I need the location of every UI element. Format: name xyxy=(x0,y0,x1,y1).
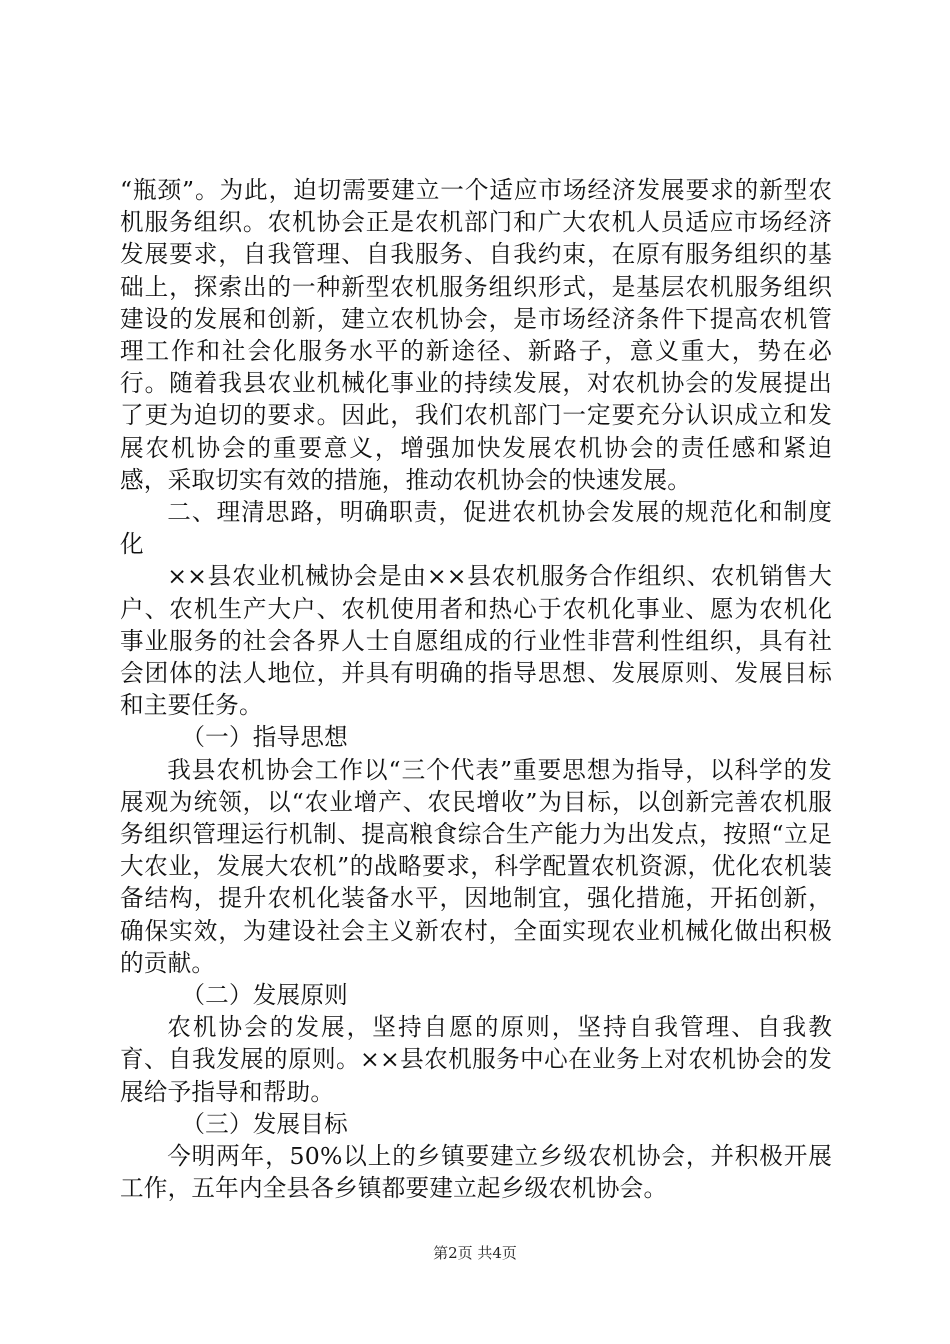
subheading-development-principles: （二）发展原则 xyxy=(181,981,348,1010)
document-body xyxy=(120,174,832,1205)
paragraph-development-principles: 农机协会的发展，坚持自愿的原则，坚持自我管理、自我教育、自我发展的原则。××县农机服务中心在业务上对农机协会的发展给予指导和帮助。 xyxy=(120,1013,832,1106)
section-heading-2: 二、理清思路，明确职责，促进农机协会发展的规范化和制度化 xyxy=(120,498,832,559)
paragraph-development-goals: 今明两年，50%以上的乡镇要建立乡级农机协会，并积极开展工作，五年内全县各乡镇都要建立起乡级农机协会。 xyxy=(120,1142,832,1203)
subheading-development-goals: （三）发展目标 xyxy=(181,1109,348,1138)
paragraph-guiding-thought: 我县农机协会工作以“三个代表”重要思想为指导，以科学的发展观为统领，以“农业增产、农民增收”为目标，以创新完善农机服务组织管理运行机制、提高粮食综合生产能力为出发点，按照“立足大农业，发展大农机”的战略要求，科学配置农机资源，优化农机装备结构，提升农机化装备水平，因地制宜，强化措施，开拓创新，确保实效，为建设社会主义新农村，全面实现农业机械化做出积极的贡献。 xyxy=(120,755,832,977)
subheading-guiding-thought: （一）指导思想 xyxy=(181,723,348,752)
page-number-label: 第2页 共4页 xyxy=(433,1244,517,1262)
page-footer xyxy=(0,1243,950,1263)
paragraph-continuation: “瓶颈”。为此，迫切需要建立一个适应市场经济发展要求的新型农机服务组织。农机协会正是农机部门和广大农机人员适应市场经济发展要求，自我管理、自我服务、自我约束，在原有服务组织的基础上，探索出的一种新型农机服务组织形式，是基层农机服务组织建设的发展和创新，建立农机协会，是市场经济条件下提高农机管理工作和社会化服务水平的新途径、新路子，意义重大，势在必行。随着我县农业机械化事业的持续发展，对农机协会的发展提出了更为迫切的要求。因此，我们农机部门一定要充分认识成立和发展农机协会的重要意义，增强加快发展农机协会的责任感和紧迫感，采取切实有效的措施，推动农机协会的快速发展。 xyxy=(120,176,832,494)
paragraph-association-definition: ××县农业机械协会是由××县农机服务合作组织、农机销售大户、农机生产大户、农机使用者和热心于农机化事业、愿为农机化事业服务的社会各界人士自愿组成的行业性非营利性组织，具有社会团体的法人地位，并具有明确的指导思想、发展原则、发展目标和主要任务。 xyxy=(120,562,832,720)
